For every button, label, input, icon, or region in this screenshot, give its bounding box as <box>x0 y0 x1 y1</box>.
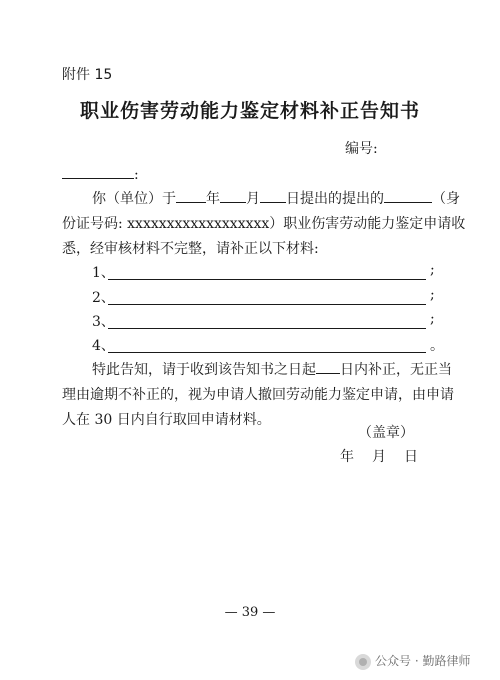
addressee-blank <box>62 164 134 179</box>
watermark-text: 公众号 · 勤路律师 <box>375 654 471 668</box>
month-blank <box>220 188 246 203</box>
document-number-label: 编号: <box>345 141 378 157</box>
paragraph2-line1 <box>92 359 452 379</box>
date-month: 月 <box>372 449 386 465</box>
document-title: 职业伤害劳动能力鉴定材料补正告知书 <box>79 100 420 122</box>
para1-month: 月 <box>246 191 260 207</box>
para2-text-2: 日内补正，无正当 <box>340 362 452 378</box>
watermark <box>355 652 470 670</box>
item-end-mark: 。 <box>430 338 444 354</box>
item-number: 4、 <box>92 338 115 354</box>
item-end-mark: ; <box>430 262 435 278</box>
para1-text-1: 你（单位）于 <box>92 191 176 207</box>
addressee-line <box>62 164 139 183</box>
para2-text-1: 特此告知，请于收到该告知书之日起 <box>92 362 316 378</box>
year-blank <box>176 188 206 203</box>
material-item <box>92 335 444 355</box>
page-number: — 39 — <box>224 605 276 620</box>
annex-label: 附件 15 <box>62 67 113 83</box>
item-number: 2、 <box>92 290 115 306</box>
para1-text-3: （身 <box>432 191 460 207</box>
item-blank-line <box>108 304 426 305</box>
wechat-icon <box>355 654 371 670</box>
item-blank-line <box>108 328 426 329</box>
date-day: 日 <box>404 449 418 465</box>
item-end-mark: ; <box>430 311 435 327</box>
date-year: 年 <box>340 449 354 465</box>
paragraph2-line3: 人在 30 日内自行取回申请材料。 <box>62 412 271 428</box>
para1-year: 年 <box>206 191 220 207</box>
paragraph1-line1 <box>92 188 460 208</box>
addressee-colon: : <box>134 167 139 183</box>
item-end-mark: ; <box>430 287 435 303</box>
seal-label: （盖章） <box>358 425 414 441</box>
item-number: 3、 <box>92 314 115 330</box>
para1-text-2: 日提出的提出的 <box>286 191 384 207</box>
material-item <box>92 287 435 307</box>
item-number: 1、 <box>92 265 115 281</box>
day-blank <box>260 188 286 203</box>
paragraph2-line2: 理由逾期不补正的，视为申请人撤回劳动能力鉴定申请，由申请 <box>62 387 454 403</box>
item-blank-line <box>108 352 426 353</box>
days-blank <box>316 359 340 374</box>
paragraph1-line3: 悉，经审核材料不完整，请补正以下材料: <box>62 241 319 257</box>
item-blank-line <box>108 279 426 280</box>
paragraph1-line2: 份证号码: xxxxxxxxxxxxxxxxxx）职业伤害劳动能力鉴定申请收 <box>62 216 466 232</box>
material-item <box>92 262 435 282</box>
applicant-blank <box>384 188 432 203</box>
material-item <box>92 311 435 331</box>
